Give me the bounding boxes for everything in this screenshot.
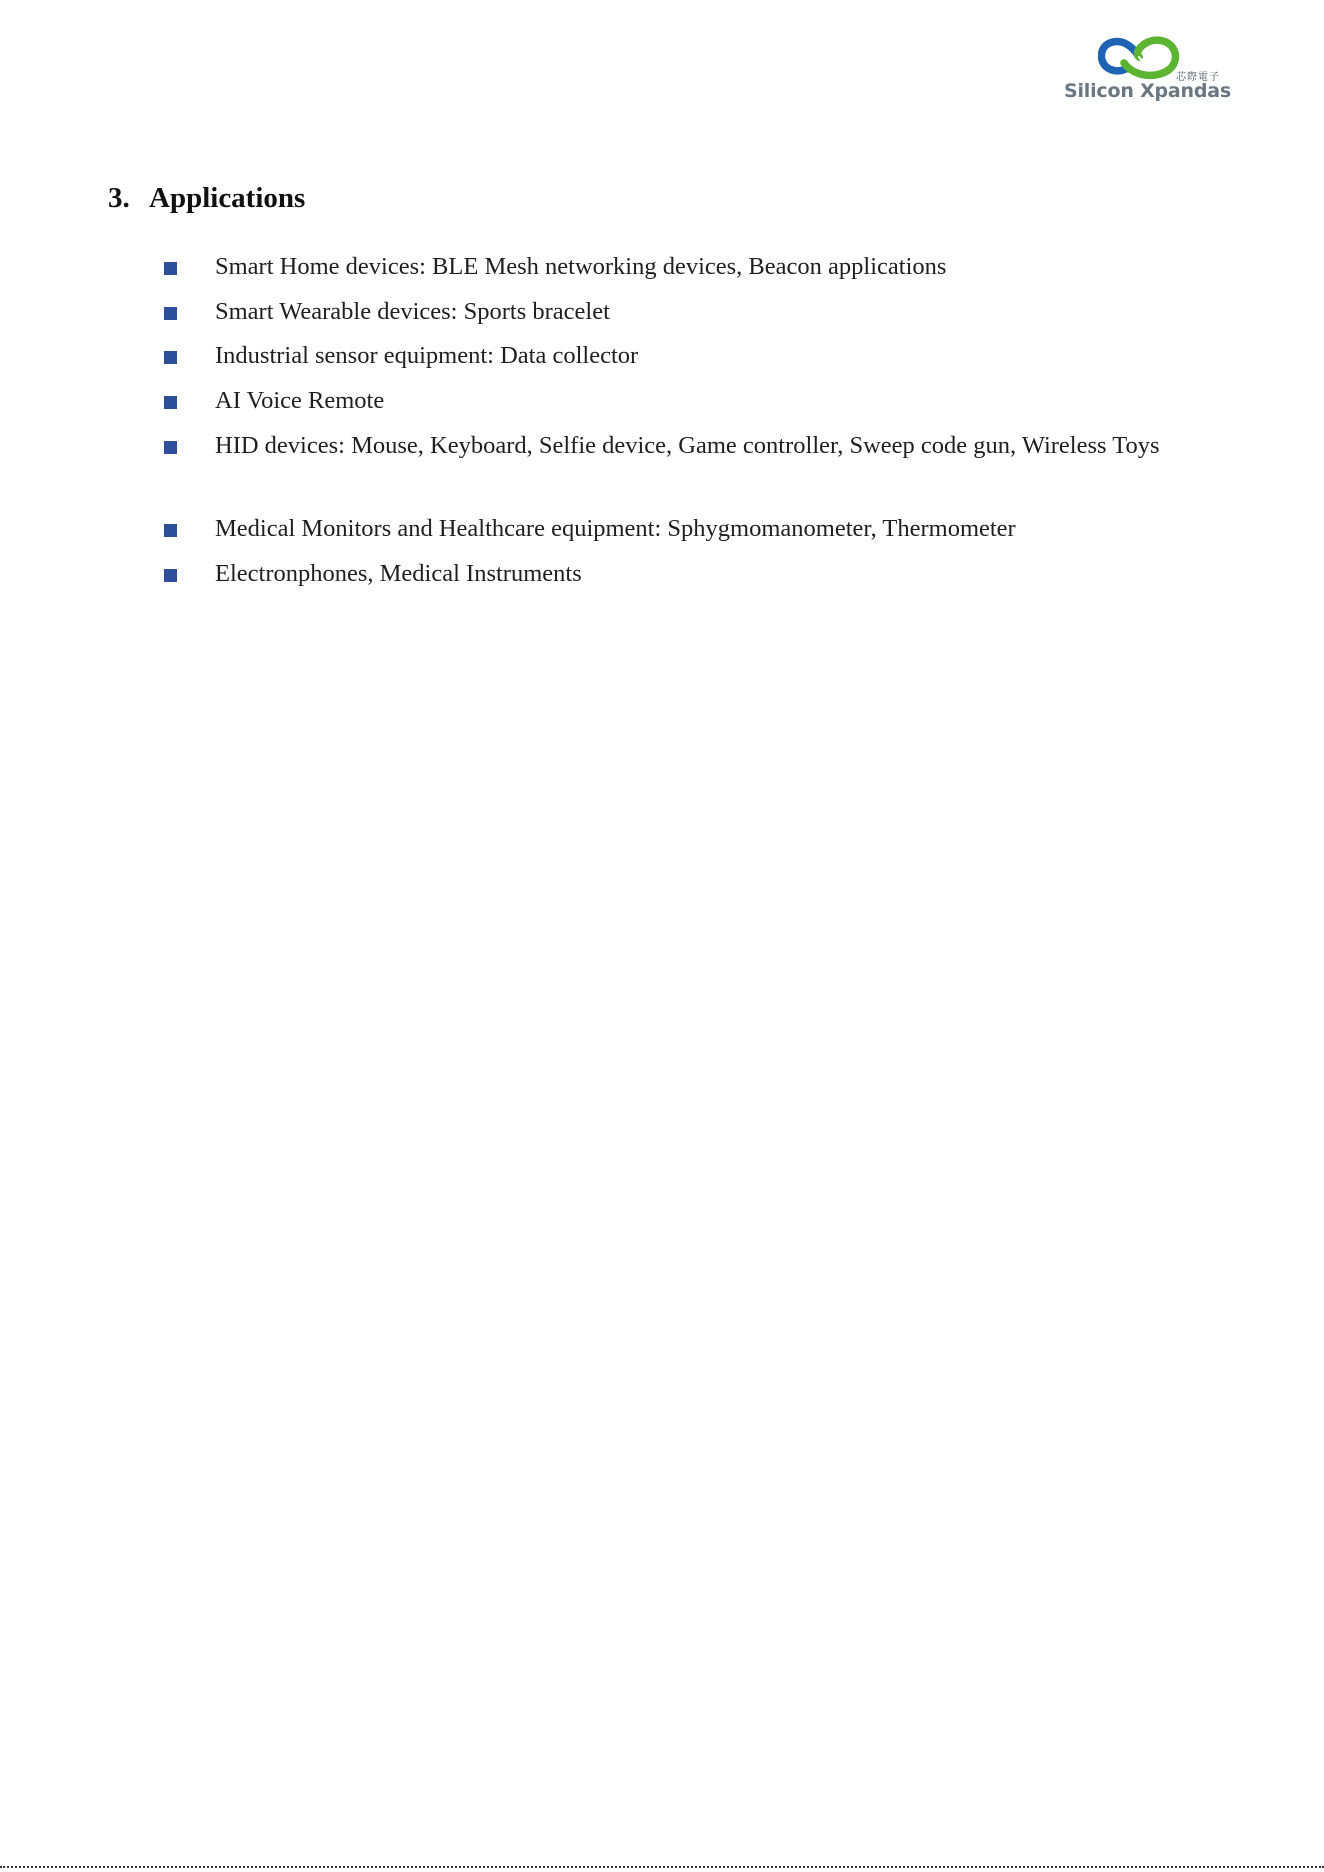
square-bullet-icon (164, 396, 177, 409)
list-item-text: Electronphones, Medical Instruments (215, 560, 582, 587)
list-item-text: HID devices: Mouse, Keyboard, Selfie device, Game controller, Sweep code gun, Wireless Toys (215, 432, 1160, 459)
company-logo (1060, 30, 1235, 110)
square-bullet-icon (164, 524, 177, 537)
section-title: Applications (149, 182, 306, 214)
square-bullet-icon (164, 441, 177, 454)
square-bullet-icon (164, 351, 177, 364)
list-item-text: AI Voice Remote (215, 387, 385, 414)
square-bullet-icon (164, 569, 177, 582)
square-bullet-icon (164, 307, 177, 320)
list-item-text: Medical Monitors and Healthcare equipment: Sphygmomanometer, Thermometer (215, 515, 1016, 542)
list-item-text: Smart Wearable devices: Sports bracelet (215, 298, 610, 325)
footer-divider (0, 1866, 1324, 1868)
square-bullet-icon (164, 262, 177, 275)
list-item-text: Industrial sensor equipment: Data collector (215, 342, 639, 369)
infinity-logo-icon (1098, 33, 1180, 81)
list-item-text: Smart Home devices: BLE Mesh networking devices, Beacon applications (215, 253, 947, 280)
section-heading (108, 182, 305, 215)
logo-chinese-text: 芯際電子 (1176, 72, 1220, 83)
logo-brand-text: Silicon Xpandas (1064, 80, 1232, 102)
section-number: 3. (108, 182, 130, 214)
